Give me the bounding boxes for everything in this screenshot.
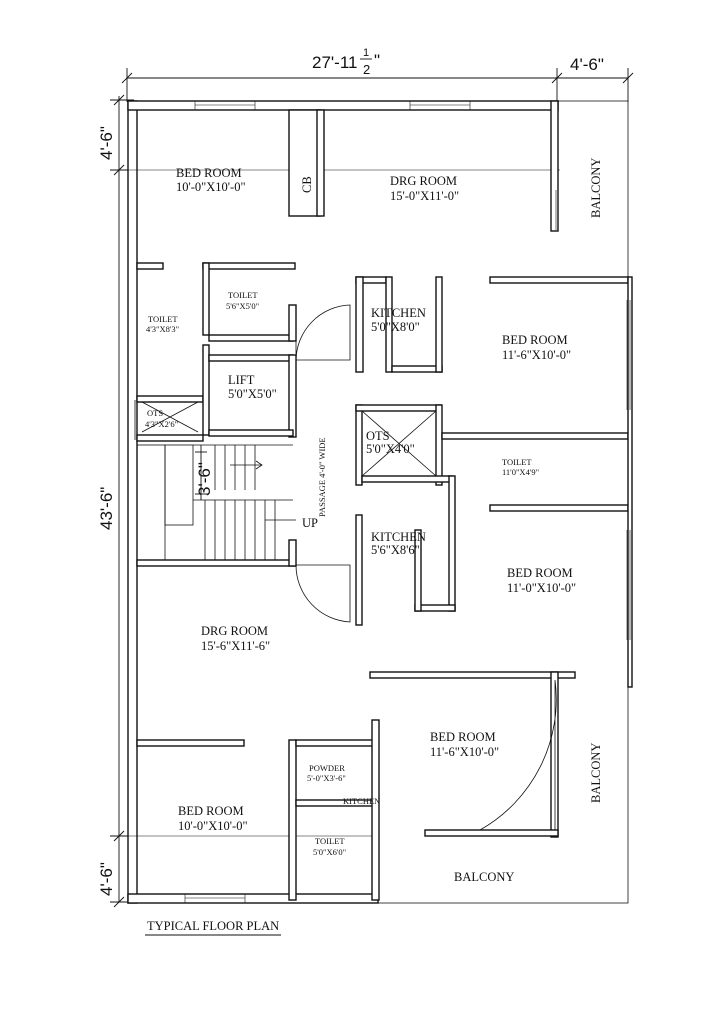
bed-bottom-left-size: 10'-0"X10'-0" <box>178 819 248 833</box>
toilet-mid-size: 5'6"X5'0" <box>226 301 260 311</box>
balcony-right-bottom-label: BALCONY <box>589 742 603 803</box>
bed-right-mid-name: BED ROOM <box>507 566 573 580</box>
stair-up-label: UP <box>302 516 318 530</box>
toilet-left-size: 4'3"X8'3" <box>146 324 180 334</box>
lift-name: LIFT <box>228 373 255 387</box>
toilet-mid-name: TOILET <box>228 290 258 300</box>
bed-right-top-size: 11'-6"X10'-0" <box>502 348 572 362</box>
powder-name: POWDER <box>309 763 345 773</box>
bed-right-top-name: BED ROOM <box>502 333 568 347</box>
balcony-width-label: 4'-6" <box>570 55 604 74</box>
bed-top-left-name: BED ROOM <box>176 166 242 180</box>
kitchen-bottom-name: KITCHEN <box>371 530 426 544</box>
bed-bottom-left-name: BED ROOM <box>178 804 244 818</box>
overall-length-label: 43'-6" <box>97 486 116 530</box>
overall-width-frac-num: 1 <box>363 47 370 59</box>
kitchen-label-3: KITCHEN <box>343 796 381 806</box>
overall-width-inch: " <box>374 51 381 70</box>
toilet-right-size: 11'0"X4'9" <box>502 467 540 477</box>
interior-walls <box>137 101 632 900</box>
drg-bottom-size: 15'-6"X11'-6" <box>201 639 271 653</box>
toilet-right-name: TOILET <box>502 457 532 467</box>
toilet-bottom-size: 5'0"X6'0" <box>313 847 347 857</box>
stair-width-label: 3'-6" <box>195 462 214 496</box>
lift-size: 5'0"X5'0" <box>228 387 277 401</box>
overall-width-frac-den: 2 <box>363 62 371 77</box>
ots-left-size: 4'3"X2'6" <box>145 419 179 429</box>
ots-left-name: OTS <box>147 408 164 418</box>
toilet-left-name: TOILET <box>148 314 178 324</box>
bed-top-left-size: 10'-0"X10'-0" <box>176 180 246 194</box>
ots-mid-name: OTS <box>366 429 390 443</box>
kitchen-top-name: KITCHEN <box>371 306 426 320</box>
bed-bottom-right-size: 11'-6"X10'-0" <box>430 745 500 759</box>
bed-right-mid-size: 11'-0"X10'-0" <box>507 581 577 595</box>
drg-bottom-name: DRG ROOM <box>201 624 269 638</box>
ots-mid-size: 5'0"X4'0" <box>366 442 415 456</box>
bottom-balcony-depth-label: 4'-6" <box>97 862 116 896</box>
drg-top-size: 15'-0"X11'-0" <box>390 189 460 203</box>
bed-bottom-right-name: BED ROOM <box>430 730 496 744</box>
powder-size: 5'-0"X3'-6" <box>307 773 346 783</box>
overall-width-label: 27'-11 <box>312 53 358 72</box>
passage-label: PASSAGE 4'-0" WIDE <box>317 437 327 517</box>
top-balcony-depth-label: 4'-6" <box>97 126 116 160</box>
kitchen-bottom-size: 5'6"X8'6" <box>371 543 420 557</box>
cb-label: CB <box>300 176 314 193</box>
drg-top-name: DRG ROOM <box>390 174 458 188</box>
plan-title: TYPICAL FLOOR PLAN <box>147 919 280 933</box>
balcony-bottom-label: BALCONY <box>454 870 515 884</box>
toilet-bottom-name: TOILET <box>315 836 345 846</box>
balcony-right-top-label: BALCONY <box>589 157 603 218</box>
kitchen-top-size: 5'0"X8'0" <box>371 320 420 334</box>
